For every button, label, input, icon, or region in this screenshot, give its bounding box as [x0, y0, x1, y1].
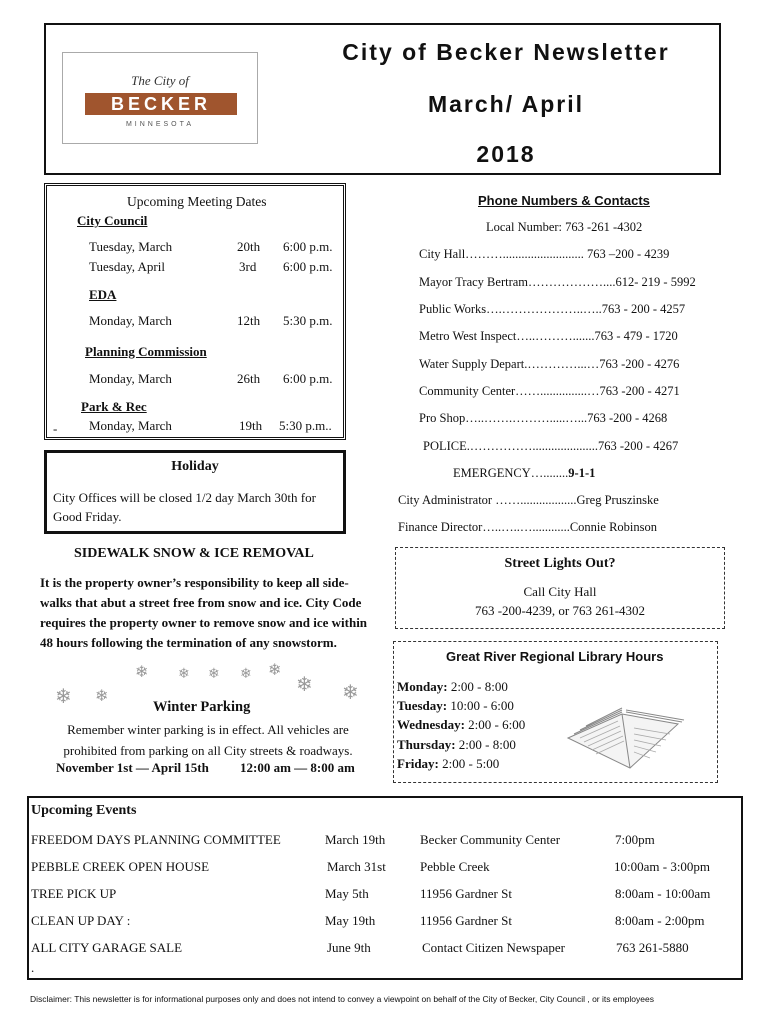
event-name: CLEAN UP DAY :: [31, 913, 131, 928]
event-time: 763 261-5880: [616, 940, 689, 955]
library-hours: 10:00 - 6:00: [447, 698, 514, 713]
library-row: [397, 717, 525, 733]
meeting-date: 12th: [237, 313, 261, 328]
park-rec-label: Park & Rec: [81, 399, 147, 414]
event-date: May 19th: [325, 913, 376, 928]
meeting-date: 20th: [237, 239, 261, 254]
sidewalk-heading: SIDEWALK SNOW & ICE REMOVAL: [74, 546, 314, 561]
event-name: FREEDOM DAYS PLANNING COMMITTEE: [31, 832, 281, 847]
local-number: Local Number: 763 -261 -4302: [486, 220, 643, 234]
event-time: 8:00am - 2:00pm: [615, 913, 705, 928]
winter-parking-heading: Winter Parking: [153, 699, 251, 715]
snowflake-icon: ❄: [95, 688, 109, 705]
newsletter-issue: March/ April: [427, 91, 585, 117]
eda-label: EDA: [89, 287, 117, 302]
meeting-day: Monday, March: [89, 313, 172, 328]
meeting-date: 19th: [239, 418, 263, 433]
event-place: 11956 Gardner St: [420, 913, 512, 928]
library-row: [397, 679, 508, 695]
contact-row: POLICE.…………….....................763 -200 - 4267: [423, 439, 679, 453]
snowflake-icon: ❄: [268, 662, 282, 679]
logo-brand: BECKER: [85, 93, 237, 115]
meeting-time: 6:00 p.m.: [283, 259, 333, 274]
library-hours: 2:00 - 8:00: [455, 737, 516, 752]
event-name: TREE PICK UP: [31, 886, 117, 901]
event-place: Becker Community Center: [420, 832, 561, 847]
library-heading: Great River Regional Library Hours: [446, 649, 664, 664]
contact-row: Pro Shop…..…….……….....…...763 -200 - 4268: [419, 411, 668, 425]
library-day: Tuesday:: [397, 698, 448, 713]
meeting-date: 3rd: [239, 259, 257, 274]
meeting-time: 5:30 p.m..: [279, 418, 332, 433]
logo-state: MINNESOTA: [125, 121, 195, 128]
snowflake-icon: ❄: [342, 682, 359, 704]
event-date: March 31st: [327, 859, 386, 874]
newsletter-year: 2018: [476, 141, 536, 167]
finance-director: Finance Director…..…..…............Connie Robinson: [398, 520, 657, 534]
library-hours: 2:00 - 6:00: [464, 717, 526, 732]
street-lights-heading: Street Lights Out?: [504, 556, 616, 571]
street-lights-box: [395, 547, 725, 629]
snowflake-icon: ❄: [296, 674, 313, 696]
holiday-box: [44, 450, 346, 534]
emergency-number: 9-1-1: [568, 466, 596, 480]
library-row: [397, 756, 499, 772]
meeting-time: 6:00 p.m.: [283, 239, 333, 254]
winter-parking-text: Remember winter parking is in effect. All vehicles are prohibited from parking on all City streets & roadways.: [63, 722, 353, 758]
meetings-heading: Upcoming Meeting Dates: [127, 194, 267, 209]
disclaimer: Disclaimer: This newsletter is for informational purposes only and does not intend to convey a viewpoint on behalf of the City of Becker, City Council , or its employees: [30, 994, 654, 1004]
snowflake-icon: ❄: [55, 686, 72, 708]
snowflake-icon: ❄: [178, 667, 190, 682]
sidewalk-text: It is the property owner’s responsibility to keep all side-walks that abut a street free from snow and ice. City Code requires the property owner to remove snow and ice within 48 hours following the termination of any snowstorm.: [40, 575, 368, 650]
stray-dash: -: [53, 421, 58, 436]
snowflake-icon: ❄: [240, 667, 252, 682]
event-time: 10:00am - 3:00pm: [614, 859, 711, 874]
contact-row: Water Supply Depart.…………...…763 -200 - 4276: [419, 357, 680, 371]
library-box: [393, 641, 718, 783]
holiday-text: City Offices will be closed 1/2 day March 30th for Good Friday.: [53, 490, 316, 524]
contact-row: Mayor Tracy Bertram………………....612- 219 - 5992: [419, 275, 696, 289]
library-row: [397, 737, 516, 753]
event-name: PEBBLE CREEK OPEN HOUSE: [31, 859, 210, 874]
winter-parking-hours: 12:00 am — 8:00 am: [240, 760, 355, 775]
contact-row: Community Center……...............…763 -200 - 4271: [419, 384, 680, 398]
contact-row: Public Works….………………..…..763 - 200 - 4257: [419, 302, 686, 316]
stray-dot: .: [31, 960, 35, 975]
newsletter-title: City of Becker Newsletter: [342, 39, 670, 65]
library-day: Wednesday:: [397, 717, 465, 732]
library-hours: 2:00 - 8:00: [447, 679, 508, 694]
library-row: [397, 698, 514, 714]
planning-commission-label: Planning Commission: [85, 344, 207, 359]
snowflake-icon: ❄: [135, 664, 149, 681]
event-place: Pebble Creek: [420, 859, 490, 874]
contacts-heading: Phone Numbers & Contacts: [478, 193, 650, 208]
meeting-time: 6:00 p.m.: [283, 371, 333, 386]
snowflake-icon: ❄: [208, 667, 220, 682]
open-book-icon: [560, 676, 700, 776]
city-administrator: City Administrator ……..................Greg Pruszinske: [398, 493, 659, 507]
city-council-label: City Council: [77, 213, 148, 228]
event-place: Contact Citizen Newspaper: [422, 940, 565, 955]
events-heading: Upcoming Events: [31, 803, 137, 818]
library-day: Friday:: [397, 756, 439, 771]
meeting-day: Monday, March: [89, 371, 172, 386]
meeting-date: 26th: [237, 371, 261, 386]
winter-parking-dates: November 1st — April 15th: [56, 760, 209, 775]
meeting-day: Tuesday, March: [89, 239, 173, 254]
contact-row: Metro West Inspect…..……….......763 - 479 - 1720: [419, 329, 678, 343]
newsletter-header: [44, 23, 721, 175]
event-place: 11956 Gardner St: [420, 886, 512, 901]
library-hours: 2:00 - 5:00: [438, 756, 500, 771]
meeting-day: Monday, March: [89, 418, 172, 433]
library-day: Monday:: [397, 679, 448, 694]
emergency-label: EMERGENCY…........: [453, 466, 569, 480]
emergency-row: [453, 466, 595, 481]
meeting-time: 5:30 p.m.: [283, 313, 333, 328]
event-time: 8:00am - 10:00am: [615, 886, 711, 901]
city-logo: [62, 52, 258, 144]
street-lights-line2: 763 -200-4239, or 763 261-4302: [474, 603, 646, 618]
library-day: Thursday:: [397, 737, 456, 752]
event-date: May 5th: [325, 886, 369, 901]
street-lights-line1: Call City Hall: [523, 584, 597, 599]
event-date: June 9th: [327, 940, 371, 955]
meeting-day: Tuesday, April: [89, 259, 165, 274]
holiday-heading: Holiday: [171, 459, 219, 474]
event-date: March 19th: [325, 832, 386, 847]
event-name: ALL CITY GARAGE SALE: [31, 940, 183, 955]
meeting-dates-box: [44, 183, 346, 440]
event-time: 7:00pm: [615, 832, 655, 847]
logo-script: The City of: [131, 73, 189, 88]
contact-row: City Hall……….......................... 763 –200 - 4239: [419, 247, 670, 261]
upcoming-events-box: [27, 796, 743, 980]
